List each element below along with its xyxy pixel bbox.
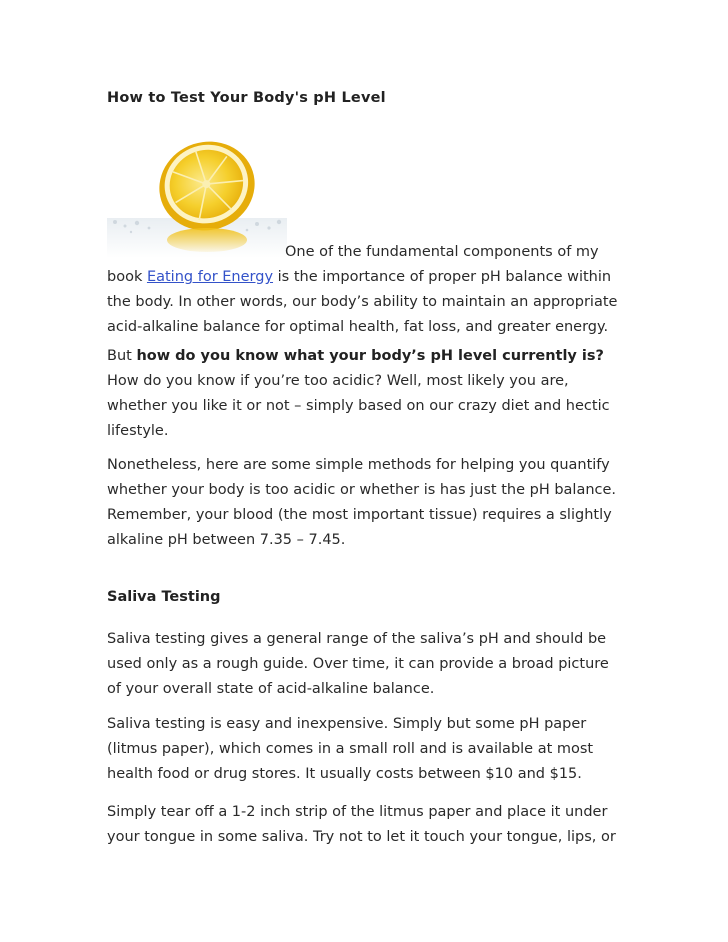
saliva-cost-paragraph [107,712,627,787]
question-line-4: lifestyle. [107,423,169,439]
question-bold: how do you know what your body’s pH level currently is? [136,348,604,364]
saliva-intro-paragraph [107,627,627,702]
saliva-line-2: used only as a rough guide. Over time, it can provide a broad picture [107,656,609,672]
question-line-1 [107,344,627,369]
cost-line-3: health food or drug stores. It usually costs between $10 and $15. [107,766,582,782]
intro-paragraph [107,240,627,340]
methods-line-1: Nonetheless, here are some simple methods for helping you quantify [107,457,610,473]
saliva-line-3: of your overall state of acid-alkaline balance. [107,681,435,697]
intro-line-1: One of the fundamental components of my [285,244,599,260]
cost-line-2: (litmus paper), which comes in a small roll and is available at most [107,741,594,757]
saliva-method-paragraph [107,800,627,850]
saliva-line-1: Saliva testing gives a general range of the saliva’s pH and should be [107,631,607,647]
eating-for-energy-link[interactable]: Eating for Energy [146,269,274,285]
intro-line-4: acid-alkaline balance for optimal health, fat loss, and greater energy. [107,319,609,335]
methods-line-4: alkaline pH between 7.35 – 7.45. [107,532,346,548]
question-line-2: How do you know if you’re too acidic? Well, most likely you are, [107,373,569,389]
method-line-1: Simply tear off a 1-2 inch strip of the litmus paper and place it under [107,804,608,820]
cost-line-1: Saliva testing is easy and inexpensive. Simply but some pH paper [107,716,587,732]
ph-question-paragraph [107,344,627,444]
section-heading-saliva-testing: Saliva Testing [107,589,221,605]
article-title: How to Test Your Body's pH Level [107,90,386,106]
question-line-3: whether you like it or not – simply based on our crazy diet and hectic [107,398,610,414]
intro-line-2 [107,265,627,290]
methods-line-3: Remember, your blood (the most important tissue) requires a slightly [107,507,612,523]
intro-line-3: the body. In other words, our body’s ability to maintain an appropriate [107,294,618,310]
intro-line-2-pre: book [107,269,147,285]
methods-line-2: whether your body is too acidic or whether is has just the pH balance. [107,482,617,498]
question-lead: But [107,348,137,364]
method-line-2: your tongue in some saliva. Try not to let it touch your tongue, lips, or [107,829,616,845]
intro-line-2-post: is the importance of proper pH balance within [273,269,612,285]
methods-paragraph [107,453,627,553]
